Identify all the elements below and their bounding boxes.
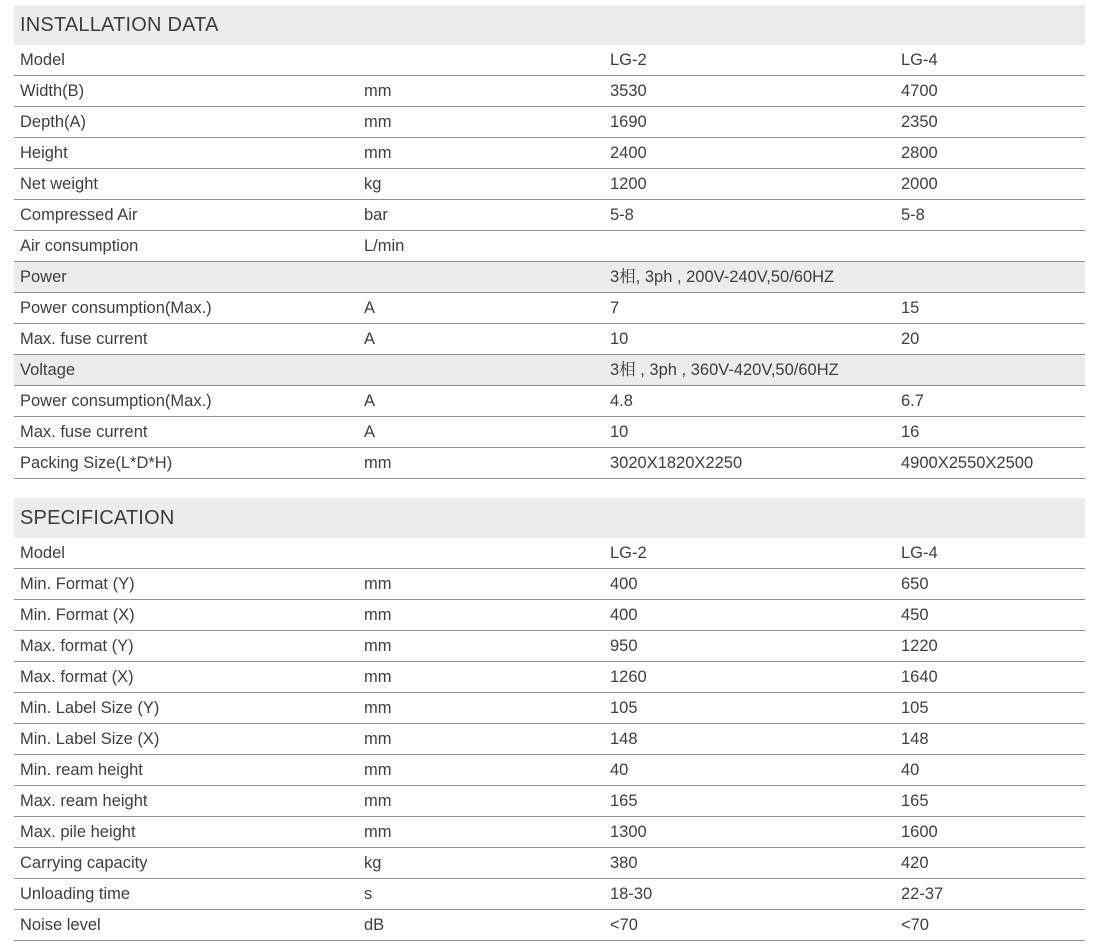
row-value-lg2: 380 bbox=[610, 854, 638, 872]
row-unit: mm bbox=[364, 823, 392, 841]
row-value-lg2: 1200 bbox=[610, 175, 647, 193]
row-value-lg4: 2350 bbox=[901, 113, 938, 131]
row-value-lg2: 165 bbox=[610, 792, 638, 810]
row-label: Compressed Air bbox=[20, 206, 138, 224]
row-value-lg4: 22-37 bbox=[901, 885, 944, 903]
row-unit: mm bbox=[364, 606, 392, 624]
row-value-lg2: 4.8 bbox=[610, 392, 633, 410]
row-value-lg4: 15 bbox=[901, 299, 920, 317]
table-row bbox=[14, 817, 1085, 848]
row-value-lg4: 16 bbox=[901, 423, 920, 441]
row-label: Power bbox=[20, 268, 67, 286]
row-value-lg2: 1260 bbox=[610, 668, 647, 686]
row-value-lg2: 950 bbox=[610, 637, 638, 655]
row-value-lg2: 40 bbox=[610, 761, 629, 779]
row-value-lg2: 400 bbox=[610, 606, 638, 624]
row-label: Max. fuse current bbox=[20, 423, 148, 441]
row-value-lg4: 20 bbox=[901, 330, 920, 348]
row-value-lg2: 10 bbox=[610, 330, 629, 348]
row-label: Height bbox=[20, 144, 68, 162]
row-unit: mm bbox=[364, 792, 392, 810]
row-unit: mm bbox=[364, 730, 392, 748]
table-row bbox=[14, 76, 1085, 107]
table-row bbox=[14, 386, 1085, 417]
row-unit: mm bbox=[364, 668, 392, 686]
row-value-lg4: 2000 bbox=[901, 175, 938, 193]
table-row bbox=[14, 755, 1085, 786]
row-unit: mm bbox=[364, 761, 392, 779]
row-label: Max. ream height bbox=[20, 792, 148, 810]
row-value-lg2: 3020X1820X2250 bbox=[610, 454, 743, 472]
table-rows bbox=[14, 45, 1085, 479]
row-value-span: 3相 , 3ph , 360V-420V,50/60HZ bbox=[610, 361, 839, 379]
row-value-lg2: 105 bbox=[610, 699, 638, 717]
row-label: Packing Size(L*D*H) bbox=[20, 454, 173, 472]
row-value-lg4: 1600 bbox=[901, 823, 938, 841]
row-unit: mm bbox=[364, 575, 392, 593]
row-value-lg4: 1640 bbox=[901, 668, 938, 686]
row-value-lg4: 420 bbox=[901, 854, 929, 872]
table-row bbox=[14, 200, 1085, 231]
table-row bbox=[14, 138, 1085, 169]
row-label: Min. ream height bbox=[20, 761, 143, 779]
table-row bbox=[14, 662, 1085, 693]
row-value-lg2: 3530 bbox=[610, 82, 647, 100]
row-unit: mm bbox=[364, 637, 392, 655]
row-label: Max. pile height bbox=[20, 823, 136, 841]
table-row bbox=[14, 538, 1085, 569]
table-row bbox=[14, 417, 1085, 448]
row-label: Min. Format (X) bbox=[20, 606, 135, 624]
row-unit: mm bbox=[364, 699, 392, 717]
row-label: Power consumption(Max.) bbox=[20, 392, 212, 410]
table-row bbox=[14, 262, 1085, 293]
table-row bbox=[14, 631, 1085, 662]
row-unit: A bbox=[364, 330, 376, 348]
table-row bbox=[14, 293, 1085, 324]
table-row bbox=[14, 724, 1085, 755]
row-unit: kg bbox=[364, 175, 382, 193]
row-value-lg2: 10 bbox=[610, 423, 629, 441]
row-label: Noise level bbox=[20, 916, 101, 934]
row-value-lg2: 400 bbox=[610, 575, 638, 593]
row-label: Net weight bbox=[20, 175, 98, 193]
table-row bbox=[14, 448, 1085, 479]
row-value-lg4: 650 bbox=[901, 575, 929, 593]
row-label: Model bbox=[20, 544, 65, 562]
row-label: Air consumption bbox=[20, 237, 139, 255]
row-value-lg4: LG-4 bbox=[901, 544, 938, 562]
row-value-lg4: 4900X2550X2500 bbox=[901, 454, 1034, 472]
table-row bbox=[14, 600, 1085, 631]
row-value-lg4: 4700 bbox=[901, 82, 938, 100]
row-label: Max. format (Y) bbox=[20, 637, 134, 655]
row-value-lg4: 450 bbox=[901, 606, 929, 624]
row-unit: A bbox=[364, 392, 376, 410]
section-title: INSTALLATION DATA bbox=[14, 5, 1085, 45]
row-value-lg4: 5-8 bbox=[901, 206, 925, 224]
row-value-lg2: 5-8 bbox=[610, 206, 634, 224]
table-rows bbox=[14, 538, 1085, 941]
row-value-lg4: <70 bbox=[901, 916, 929, 934]
row-value-lg2: <70 bbox=[610, 916, 638, 934]
row-label: Max. format (X) bbox=[20, 668, 134, 686]
table-row bbox=[14, 107, 1085, 138]
row-value-lg2: 7 bbox=[610, 299, 620, 317]
row-label: Width(B) bbox=[20, 82, 85, 100]
row-value-lg4: LG-4 bbox=[901, 51, 938, 69]
installation-data-table bbox=[14, 5, 1085, 479]
row-label: Min. Label Size (X) bbox=[20, 730, 160, 748]
row-label: Carrying capacity bbox=[20, 854, 148, 872]
row-unit: mm bbox=[364, 144, 392, 162]
table-row bbox=[14, 848, 1085, 879]
row-value-lg2: 18-30 bbox=[610, 885, 653, 903]
row-value-lg2: LG-2 bbox=[610, 51, 647, 69]
row-label: Model bbox=[20, 51, 65, 69]
row-label: Power consumption(Max.) bbox=[20, 299, 212, 317]
row-value-lg4: 40 bbox=[901, 761, 920, 779]
row-value-lg4: 6.7 bbox=[901, 392, 924, 410]
row-unit: mm bbox=[364, 454, 392, 472]
table-row bbox=[14, 879, 1085, 910]
row-label: Min. Format (Y) bbox=[20, 575, 135, 593]
row-value-lg2: 148 bbox=[610, 730, 638, 748]
row-value-lg2: 2400 bbox=[610, 144, 647, 162]
row-label: Voltage bbox=[20, 361, 76, 379]
row-unit: kg bbox=[364, 854, 382, 872]
specification-table bbox=[14, 498, 1085, 941]
row-value-lg4: 165 bbox=[901, 792, 929, 810]
row-label: Max. fuse current bbox=[20, 330, 148, 348]
table-row bbox=[14, 231, 1085, 262]
table-row bbox=[14, 786, 1085, 817]
row-value-lg2: 1300 bbox=[610, 823, 647, 841]
table-row bbox=[14, 910, 1085, 941]
row-unit: A bbox=[364, 299, 376, 317]
row-value-lg4: 1220 bbox=[901, 637, 938, 655]
row-label: Min. Label Size (Y) bbox=[20, 699, 160, 717]
row-unit: s bbox=[364, 885, 373, 903]
table-row bbox=[14, 324, 1085, 355]
table-row bbox=[14, 693, 1085, 724]
row-unit: dB bbox=[364, 916, 385, 934]
row-unit: L/min bbox=[364, 237, 405, 255]
row-unit: A bbox=[364, 423, 376, 441]
table-row bbox=[14, 569, 1085, 600]
table-row bbox=[14, 355, 1085, 386]
row-value-lg2: 1690 bbox=[610, 113, 647, 131]
row-unit: bar bbox=[364, 206, 388, 224]
table-row bbox=[14, 45, 1085, 76]
table-row bbox=[14, 169, 1085, 200]
row-value-lg2: LG-2 bbox=[610, 544, 647, 562]
row-value-lg4: 105 bbox=[901, 699, 929, 717]
row-value-lg4: 148 bbox=[901, 730, 929, 748]
row-unit: mm bbox=[364, 113, 392, 131]
section-title: SPECIFICATION bbox=[14, 498, 1085, 538]
row-label: Unloading time bbox=[20, 885, 131, 903]
row-unit: mm bbox=[364, 82, 392, 100]
row-value-span: 3相, 3ph , 200V-240V,50/60HZ bbox=[610, 268, 835, 286]
row-label: Depth(A) bbox=[20, 113, 87, 131]
row-value-lg4: 2800 bbox=[901, 144, 938, 162]
